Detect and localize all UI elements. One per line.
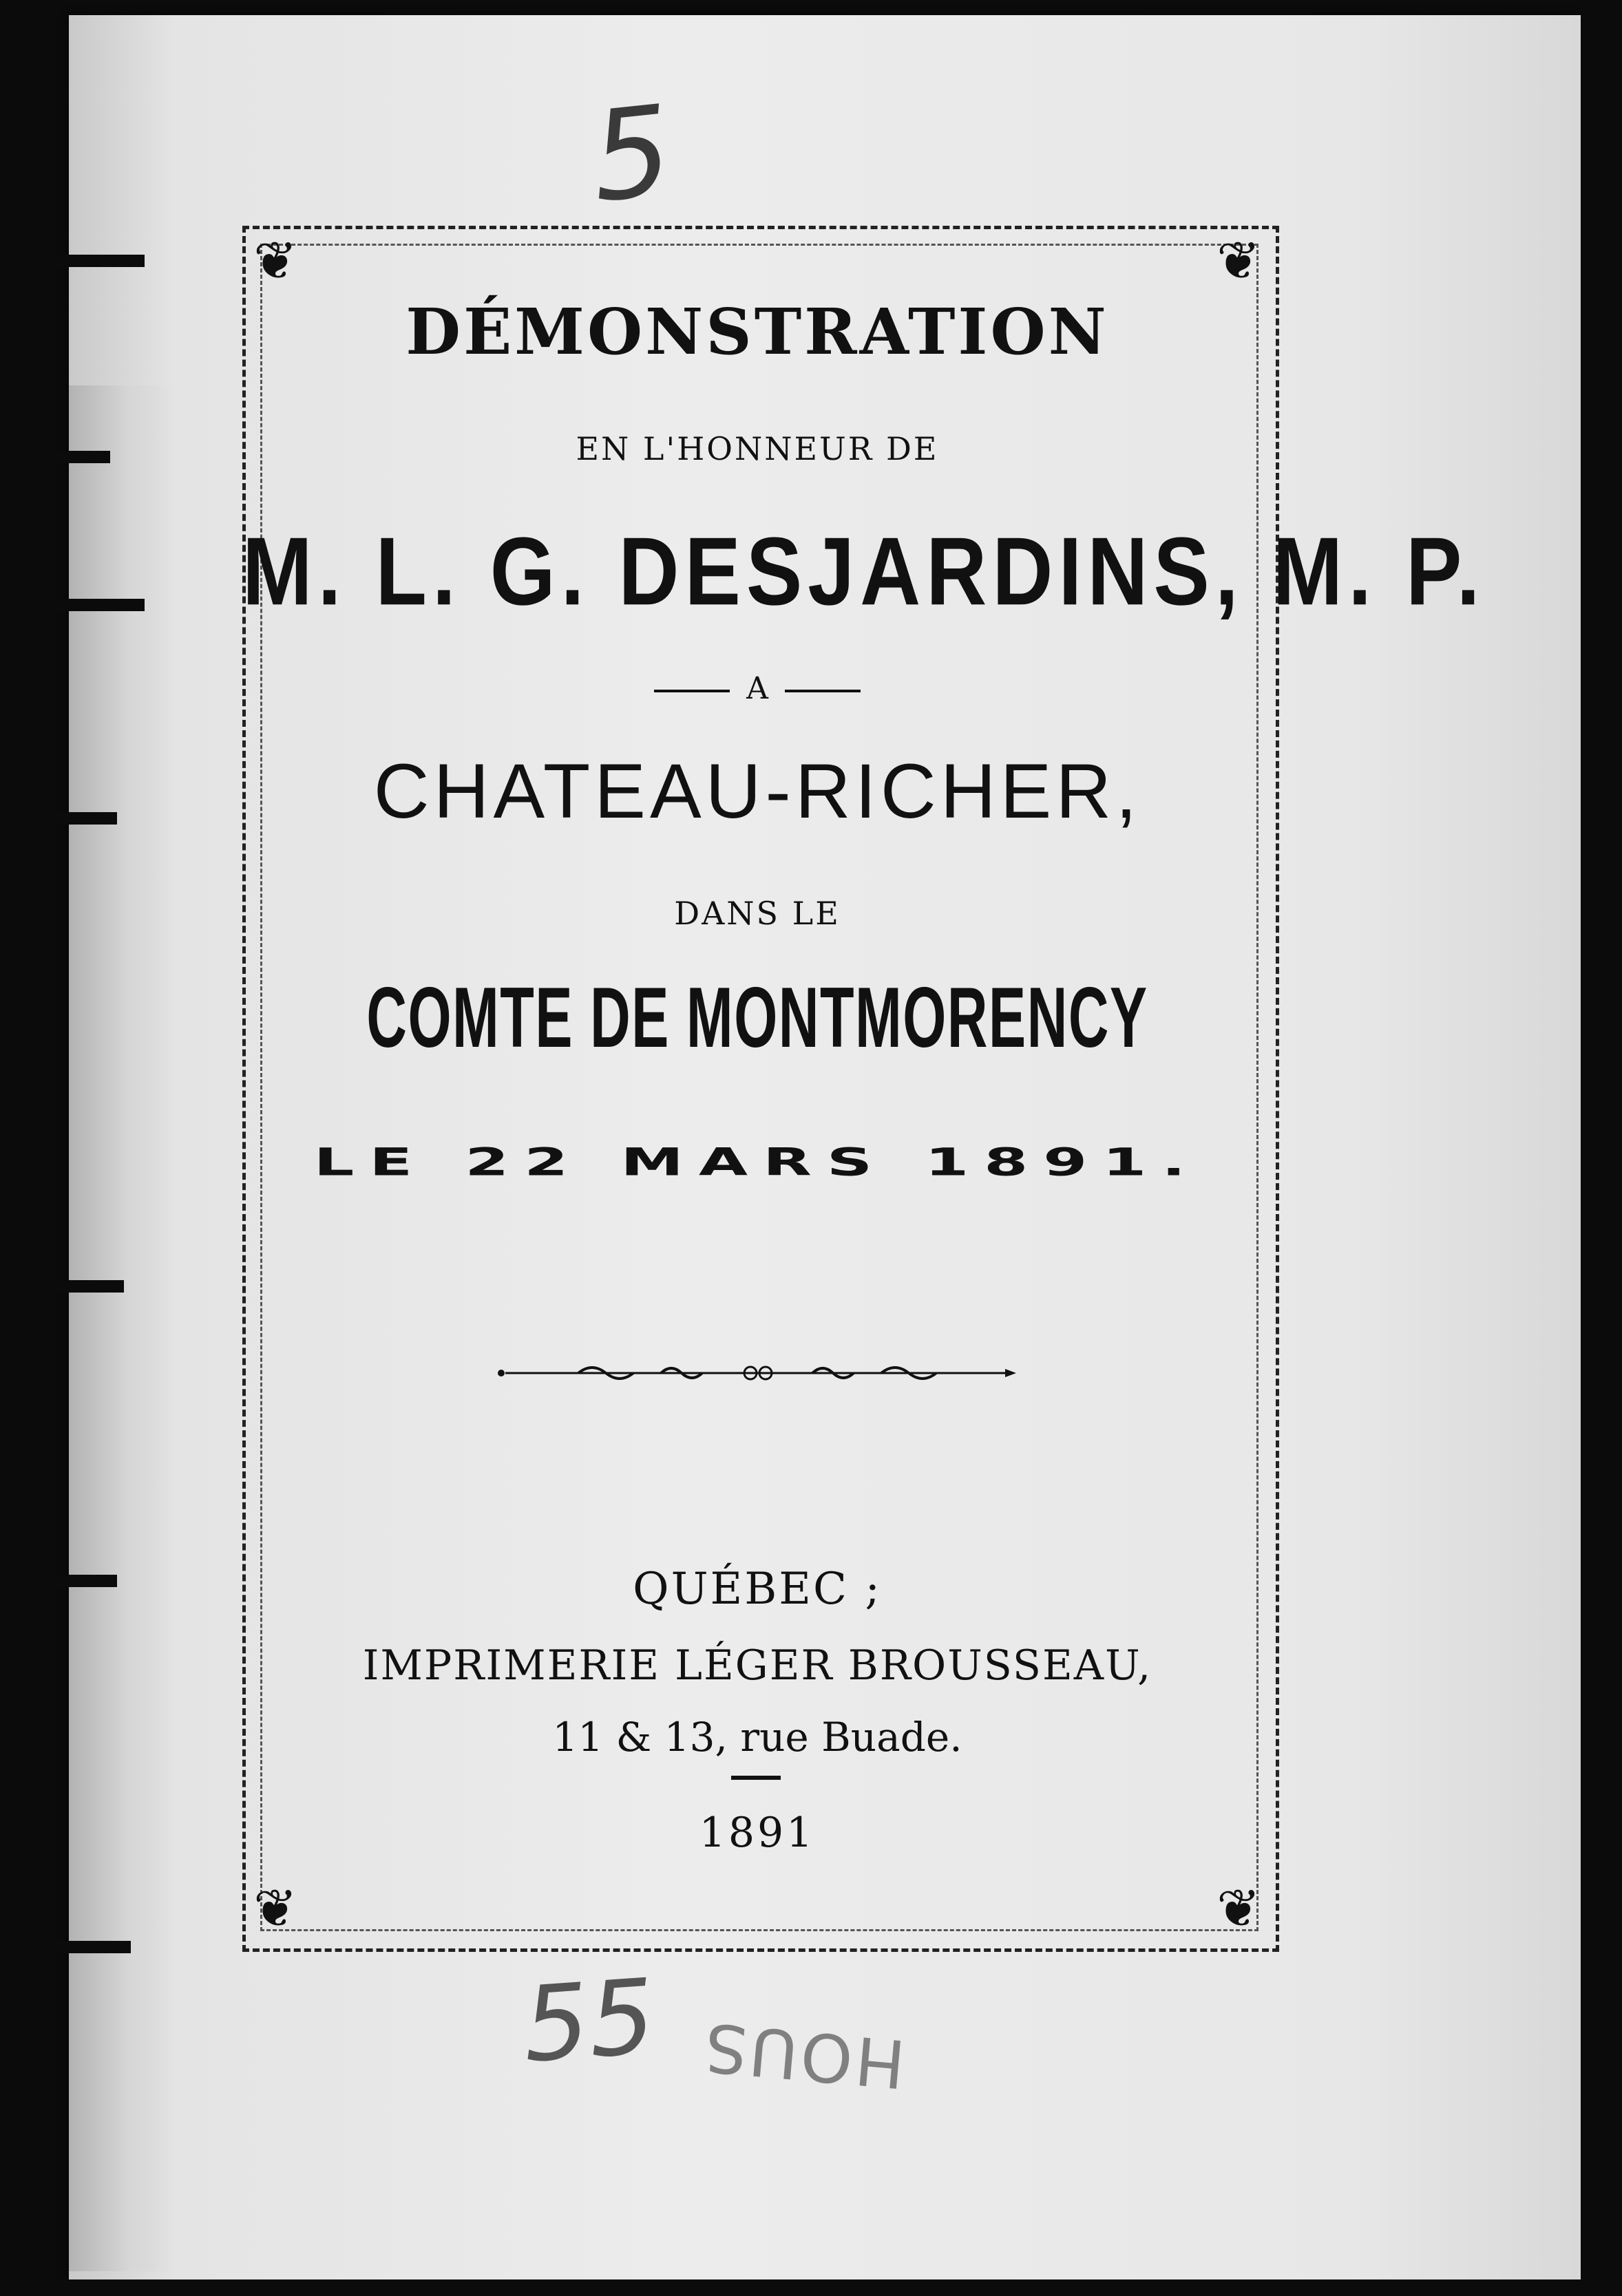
- county-name: COMTE DE MONTMORENCY: [366, 970, 1148, 1066]
- divider-ornament-icon: [496, 1359, 1019, 1387]
- event-date: LE 22 MARS 1891.: [313, 1140, 1201, 1184]
- handwritten-number-top: 5: [584, 78, 679, 231]
- title-demonstration: DÉMONSTRATION: [406, 295, 1109, 369]
- binding-staple: [0, 1941, 131, 1953]
- binding-staple: [0, 255, 145, 267]
- place-name: CHATEAU-RICHER,: [373, 748, 1141, 834]
- rule-right: [785, 690, 861, 692]
- torn-spine-edge: [69, 385, 172, 2271]
- scan-border-right: [1581, 0, 1622, 2296]
- binding-staple: [0, 812, 117, 825]
- imprint-year: 1891: [699, 1809, 816, 1857]
- connector-a: [242, 671, 1272, 706]
- corner-ornament-icon: ❦: [1216, 1878, 1261, 1939]
- rule-left: [654, 690, 730, 692]
- imprint-city: QUÉBEC ;: [633, 1564, 882, 1615]
- corner-ornament-icon: ❦: [253, 230, 297, 291]
- binding-staple: [0, 1575, 117, 1587]
- binding-staple: [0, 599, 145, 611]
- library-stamp: HOUS: [699, 2008, 909, 2103]
- corner-ornament-icon: ❦: [253, 1878, 297, 1939]
- connector-a-text: A: [746, 671, 768, 706]
- handwritten-number-bottom: 55: [519, 1957, 659, 2086]
- imprint-printer: IMPRIMERIE LÉGER BROUSSEAU,: [362, 1641, 1152, 1690]
- binding-staple: [0, 1280, 124, 1293]
- imprint-address: 11 & 13, rue Buade.: [552, 1714, 962, 1761]
- dans-le-text: DANS LE: [674, 895, 841, 932]
- binding-staple: [0, 451, 110, 463]
- subtitle-honneur: EN L'HONNEUR DE: [576, 430, 939, 467]
- corner-ornament-icon: ❦: [1216, 230, 1261, 291]
- imprint-rule: [731, 1776, 781, 1780]
- honoree-name: M. L. G. DESJARDINS, M. P.: [242, 517, 1486, 626]
- scan-border-bottom: [0, 2279, 1622, 2296]
